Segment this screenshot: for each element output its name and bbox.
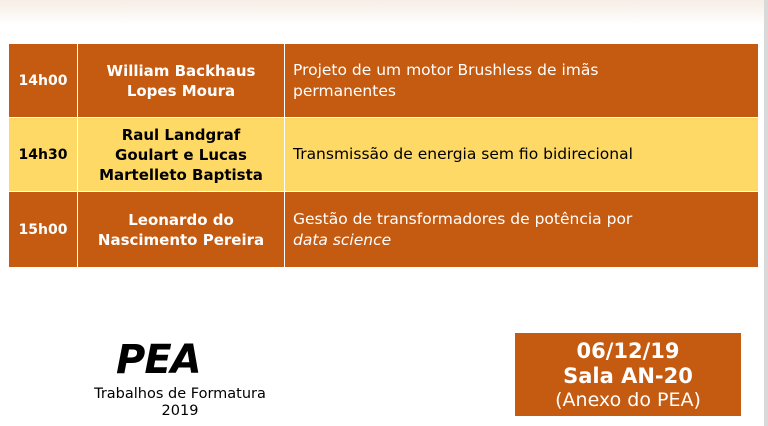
event-name: Trabalhos de Formatura — [94, 386, 266, 402]
room-note: (Anexo do PEA) — [555, 389, 701, 411]
presenter-name-line: William Backhaus — [106, 61, 256, 80]
slide-edge — [764, 0, 768, 426]
event-year: 2019 — [161, 403, 199, 419]
header-band — [0, 0, 768, 26]
time-cell: 14h00 — [9, 44, 78, 118]
presenter-cell — [78, 118, 285, 192]
time-cell: 14h30 — [9, 118, 78, 192]
project-title-cell — [285, 44, 759, 118]
presenter-name-line: Nascimento Pereira — [97, 230, 265, 249]
presenter-cell — [78, 192, 285, 268]
presenter-name-line: Martelleto Baptista — [99, 165, 263, 184]
project-title-line: data science — [293, 230, 392, 249]
presenter-cell — [78, 44, 285, 118]
table-row — [9, 44, 759, 118]
project-title-line: Projeto de um motor Brushless de imãs — [293, 60, 599, 79]
presenter-name-line: Raul Landgraf — [121, 125, 241, 144]
project-title-cell — [285, 192, 759, 268]
project-title-cell — [285, 118, 759, 192]
event-date: 06/12/19 — [576, 339, 680, 363]
table-row — [9, 118, 759, 192]
project-title-line: Gestão de transformadores de potência por — [293, 209, 633, 228]
pea-logo: PEA — [116, 337, 201, 383]
project-title-line: permanentes — [293, 81, 396, 100]
event-subtitle — [80, 386, 280, 420]
date-location-box — [515, 333, 741, 416]
presenter-name-line: Goulart e Lucas — [115, 145, 247, 164]
presenter-name-line: Leonardo do — [128, 210, 234, 229]
event-room: Sala AN-20 — [563, 364, 693, 388]
schedule-table — [8, 43, 759, 268]
project-title-line: Transmissão de energia sem fio bidirecional — [293, 145, 633, 163]
time-cell: 15h00 — [9, 192, 78, 268]
presenter-name-line: Lopes Moura — [126, 81, 236, 100]
table-row — [9, 192, 759, 268]
